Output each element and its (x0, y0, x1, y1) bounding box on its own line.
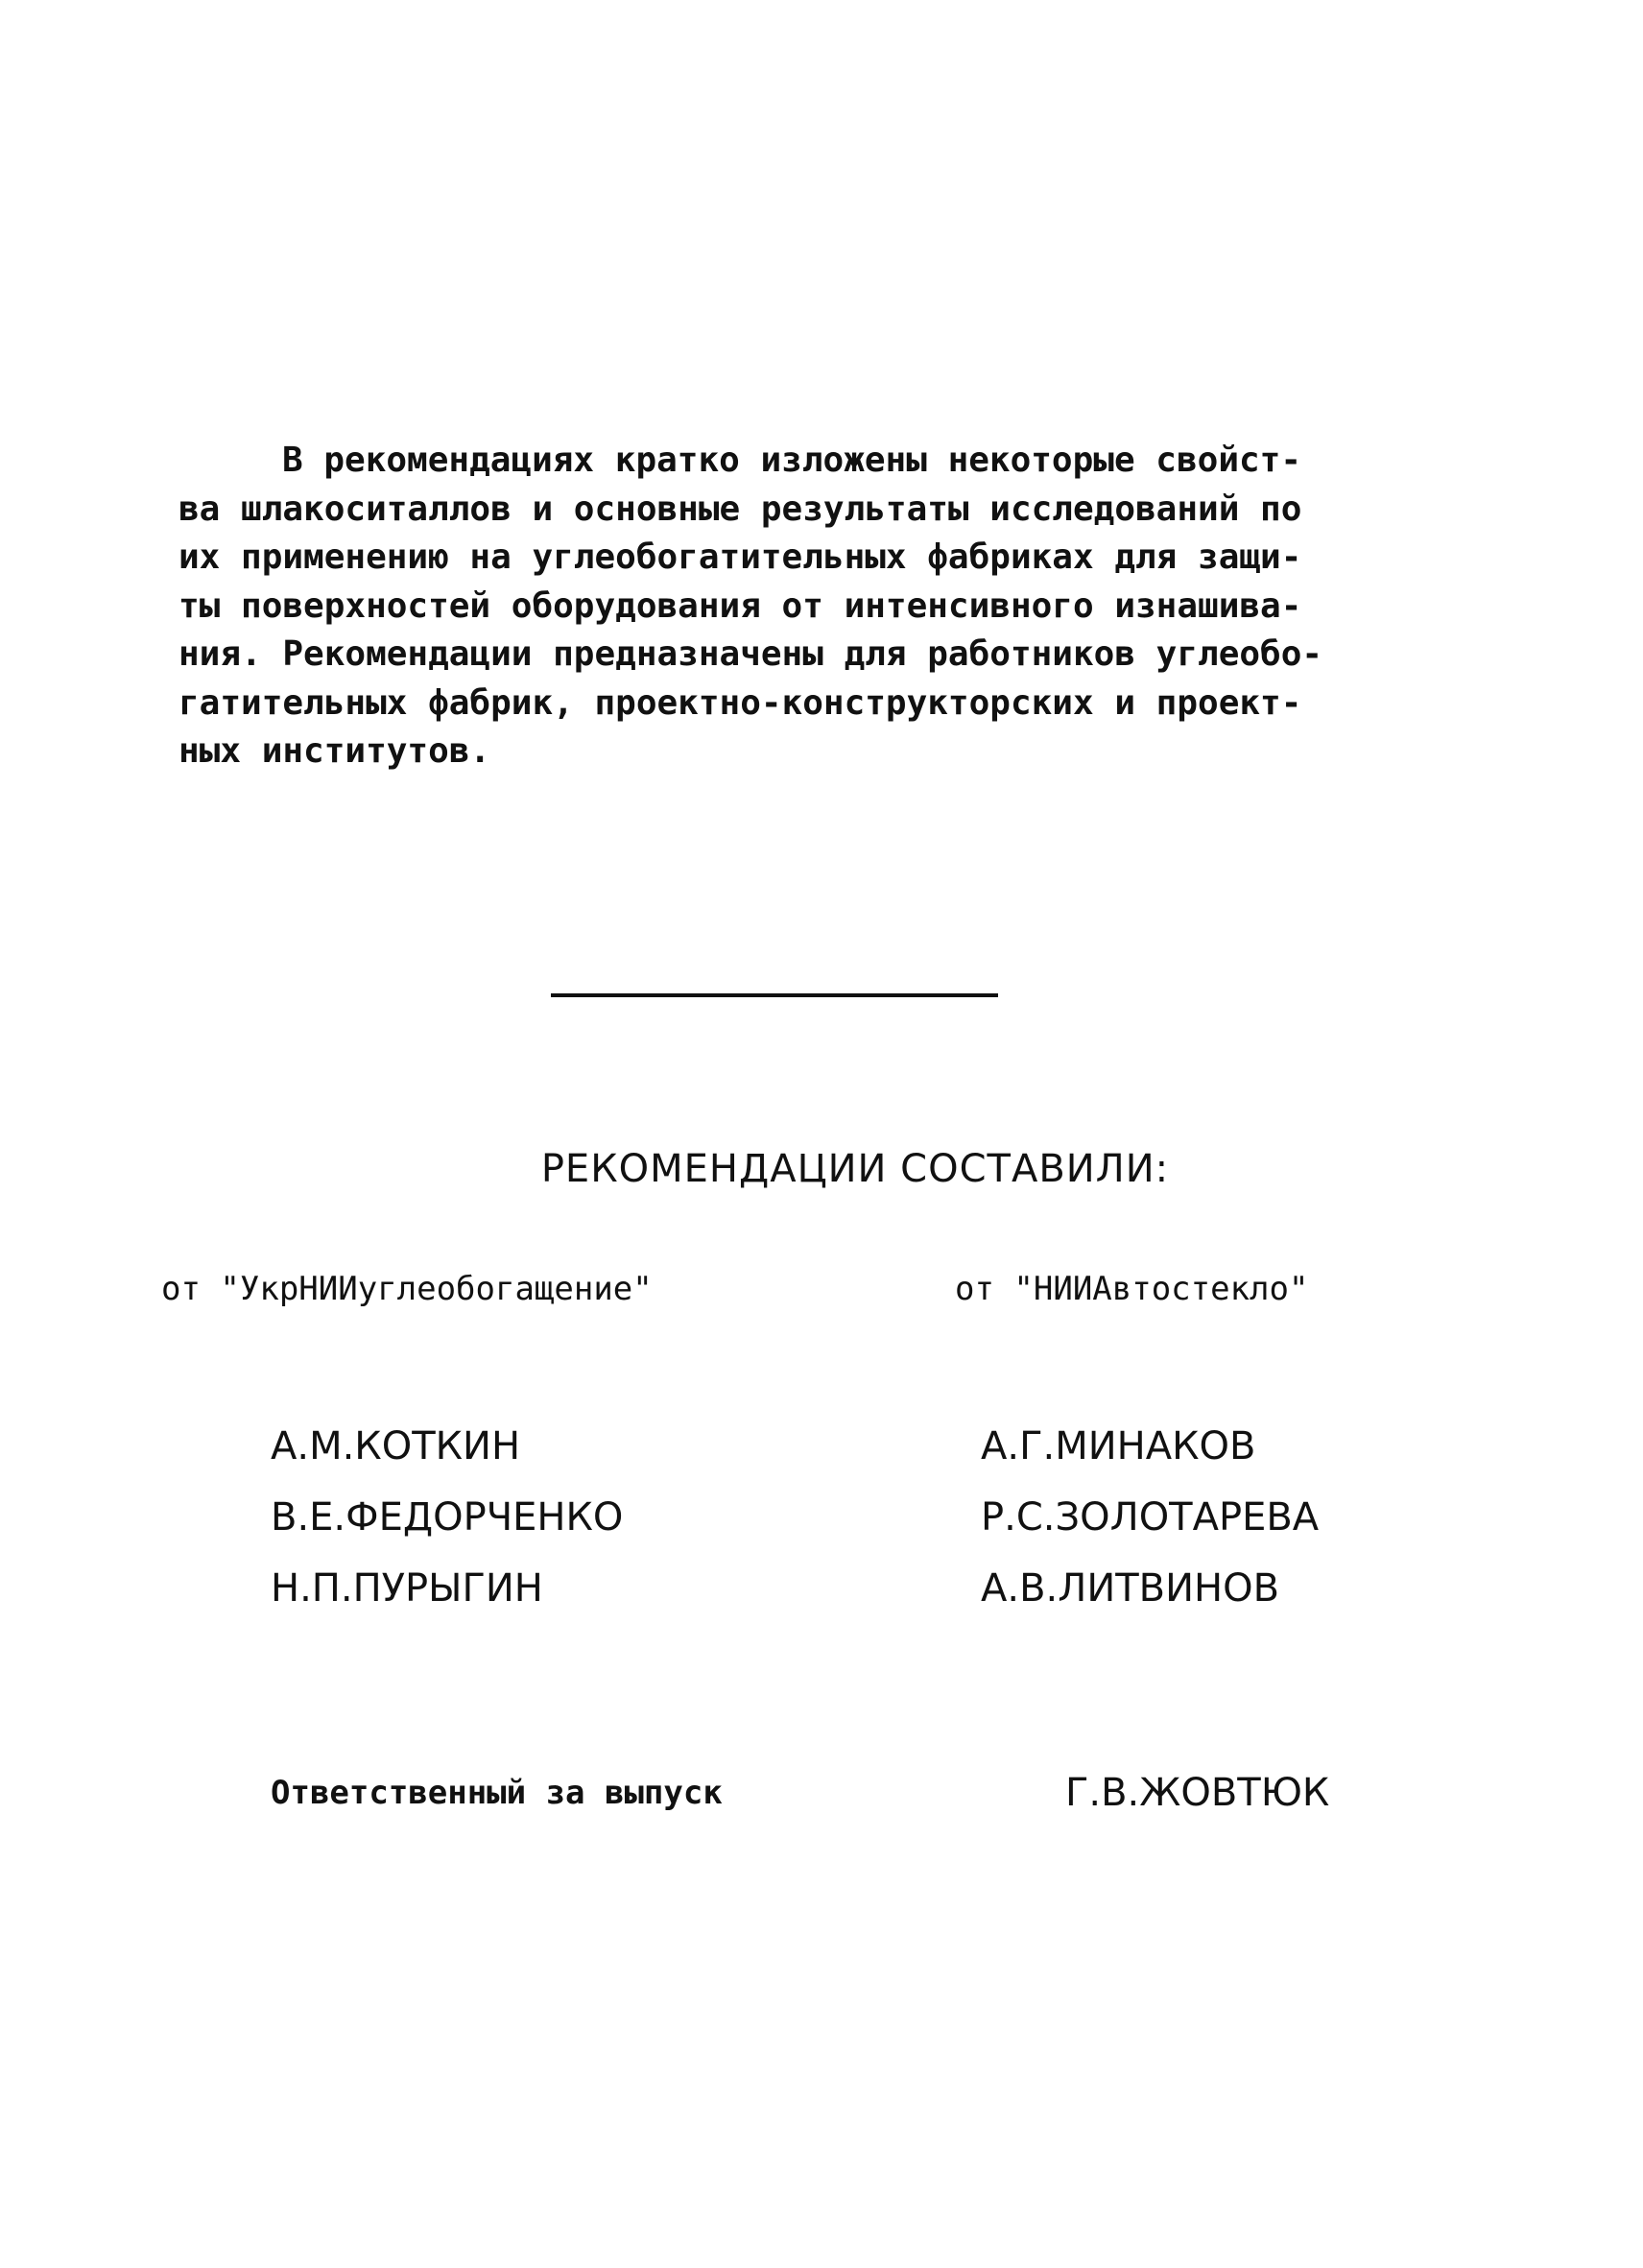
authors-left-list (271, 1411, 623, 1624)
abstract-line: ных институтов. (179, 731, 491, 771)
abstract-line: ния. Рекомендации предназначены для работников углеобо- (179, 634, 1323, 674)
abstract-line: В рекомендациях кратко изложены некоторые свойст- (282, 441, 1302, 480)
responsible-name: Г.В.ЖОВТЮК (1065, 1771, 1330, 1815)
organization-right: от "НИИАвтостекло" (955, 1270, 1309, 1308)
organization-left: от "УкрНИИуглеобогащение" (161, 1270, 653, 1308)
authors-right-list (981, 1411, 1319, 1624)
author-name: Р.С.ЗОЛОТАРЕВА (981, 1495, 1320, 1540)
author-name: Н.П.ПУРЫГИН (271, 1566, 543, 1611)
abstract-line: их применению на углеобогатительных фабриках для защи- (179, 537, 1302, 577)
abstract-paragraph (179, 437, 1474, 776)
abstract-line: ва шлакоситаллов и основные результаты исследований по (179, 489, 1302, 529)
responsible-label: Ответственный за выпуск (271, 1774, 723, 1812)
abstract-line: гатительных фабрик, проектно-конструкторских и проект- (179, 682, 1302, 723)
section-divider (551, 993, 998, 997)
author-name: А.В.ЛИТВИНОВ (981, 1566, 1280, 1611)
compilers-heading: РЕКОМЕНДАЦИИ СОСТАВИЛИ: (540, 1147, 1170, 1191)
author-name: В.Е.ФЕДОРЧЕНКО (271, 1495, 624, 1540)
abstract-line: ты поверхностей оборудования от интенсивного изнашива- (179, 585, 1302, 626)
author-name: А.Г.МИНАКОВ (981, 1424, 1256, 1468)
author-name: А.М.КОТКИН (271, 1424, 521, 1468)
